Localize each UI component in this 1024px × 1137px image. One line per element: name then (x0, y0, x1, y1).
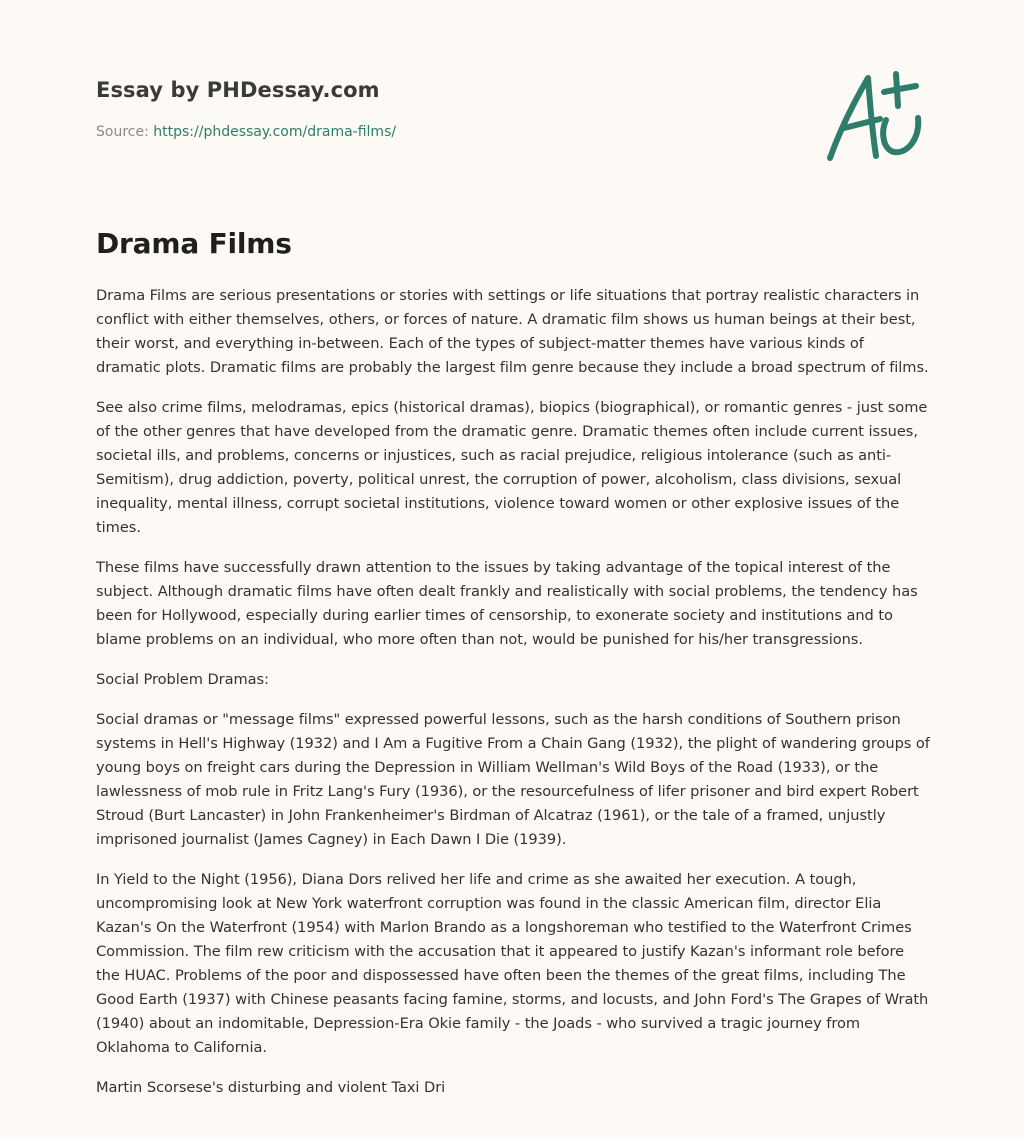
source-link[interactable]: https://phdessay.com/drama-films/ (153, 124, 397, 140)
document-title: Drama Films (96, 227, 292, 260)
paragraph: Social dramas or "message films" expressed powerful lessons, such as the harsh conditions of Southern prison systems in Hell's Highway (1932) and I Am a Fugitive From a Chain Gang (1932), the plight of wandering groups of young boys on freight cars during the Depression in William Wellman's Wild Boys of the Road (1933), or the lawlessness of mob rule in Fritz Lang's Fury (1936), or the resourcefulness of lifer prisoner and bird expert Robert Stroud (Burt Lancaster) in John Frankenheimer's Birdman of Alcatraz (1961), or the tale of a framed, unjustly imprisoned journalist (James Cagney) in Each Dawn I Die (1939). (96, 711, 930, 848)
paragraph: Drama Films are serious presentations or stories with settings or life situations that portray realistic characters in conflict with either themselves, others, or forces of nature. A dramatic film shows us human beings at their best, their worst, and everything in-between. Each of the types of subject-matter themes have various kinds of dramatic plots. Dramatic films are probably the largest film genre because they include a broad spectrum of films. (96, 287, 929, 376)
paragraph: See also crime films, melodramas, epics (historical dramas), biopics (biographical), or romantic genres - just some of the other genres that have developed from the dramatic genre. Dramatic themes often include current issues, societal ills, and problems, concerns or injustices, such as racial prejudice, religious intolerance (such as anti-Semitism), drug addiction, poverty, political unrest, the corruption of power, alcoholism, class divisions, sexual inequality, mental illness, corrupt societal institutions, violence toward women or other explosive issues of the times. (96, 399, 928, 536)
a-plus-grade-icon (822, 68, 926, 164)
brand-title: Essay by PHDessay.com (96, 78, 380, 102)
paragraph: These films have successfully drawn attention to the issues by taking advantage of the topical interest of the subject. Although dramatic films have often dealt frankly and realistically with social problems, the tendency has been for Hollywood, especially during earlier times of censorship, to exonerate society and institutions and to blame problems on an individual, who more often than not, would be punished for his/her transgressions. (96, 559, 918, 648)
source-line (96, 122, 796, 142)
section-heading: Social Problem Dramas: (96, 671, 269, 688)
source-label: Source: (96, 124, 154, 140)
essay-content (96, 224, 932, 1116)
paragraph-truncated: Martin Scorsese's disturbing and violent Taxi Dri (96, 1079, 446, 1096)
paragraph: In Yield to the Night (1956), Diana Dors relived her life and crime as she awaited her execution. A tough, uncompromising look at New York waterfront corruption was found in the classic American film, director Elia Kazan's On the Waterfront (1954) with Marlon Brando as a longshoreman who testified to the Waterfront Crimes Commission. The film rew criticism with the accusation that it appeared to justify Kazan's informant role before the HUAC. Problems of the poor and dispossessed have often been the themes of the great films, including The Good Earth (1937) with Chinese peasants facing famine, storms, and locusts, and John Ford's The Grapes of Wrath (1940) about an indomitable, Depression-Era Okie family - the Joads - who survived a tragic journey from Oklahoma to California. (96, 871, 929, 1056)
essay-header (96, 76, 796, 142)
